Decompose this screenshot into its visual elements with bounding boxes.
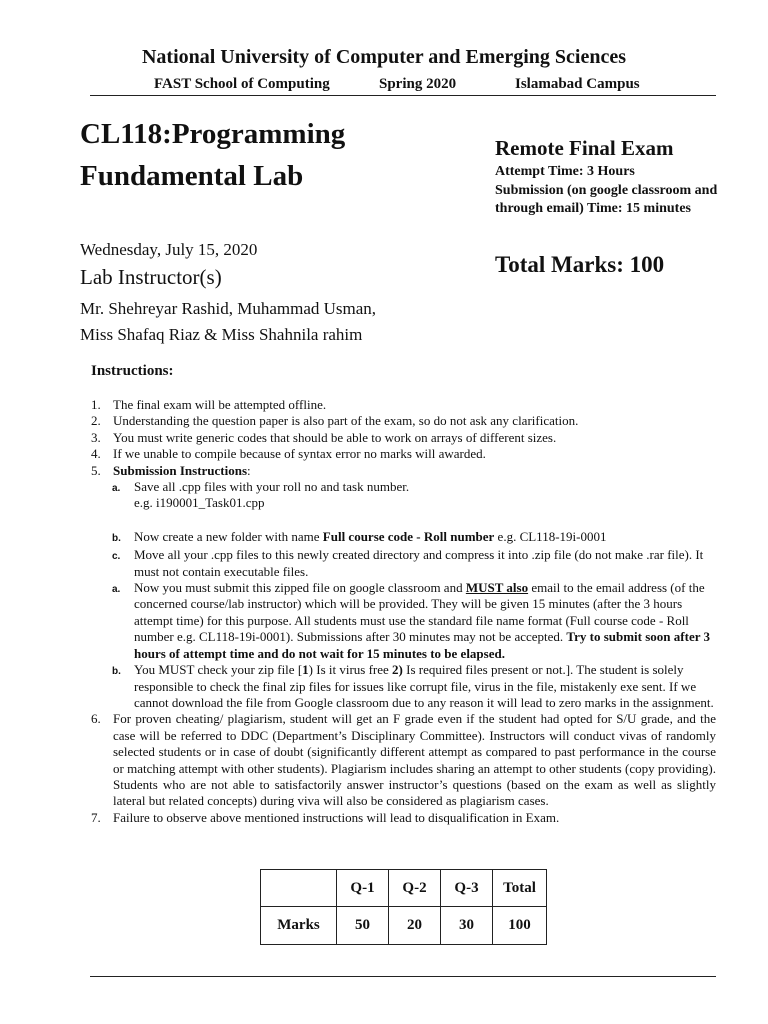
table-header-cell: Q-2 [389, 870, 441, 907]
list-item: 4. If we unable to compile because of syntax error no marks will awarded. [91, 446, 486, 462]
table-header-cell [261, 870, 337, 907]
attempt-time: Attempt Time: 3 Hours [495, 164, 635, 179]
total-marks: Total Marks: 100 [495, 252, 665, 277]
university-name: National University of Computer and Emerging Sciences [141, 46, 627, 68]
course-title-line2: Fundamental Lab [80, 160, 304, 192]
list-item: 1. The final exam will be attempted offline. [91, 397, 327, 412]
sub-list-item: a. Now you must submit this zipped file on google classroom and MUST also email to the email address (of the concerned course/lab instructor) which will be provided. They will be given 15 minutes (after the 3 hours attempt time) for this purpose. All students must use the standard file name format (Full course code - Roll number e.g. CL118-19i-0001). Submissions after 30 minutes may not be accepted. Try to submit soon after 3 hours of attempt time and do not wait for 15 minutes to be elapsed. [112, 580, 711, 661]
campus: Islamabad Campus [515, 76, 640, 92]
instructor-names-line1: Mr. Shehreyar Rashid, Muhammad Usman, [80, 299, 377, 318]
marks-table [260, 869, 547, 945]
table-header-cell: Q-3 [441, 870, 493, 907]
course-title-line1: CL118:Programming [80, 118, 346, 150]
table-cell: 30 [441, 907, 493, 945]
table-row [261, 870, 547, 907]
submission-time: Submission (on google classroom and through email) Time: 15 minutes [495, 182, 718, 216]
table-row-label: Marks [261, 907, 337, 945]
semester: Spring 2020 [379, 76, 457, 92]
list-item: 7. Failure to observe above mentioned instructions will lead to disqualification in Exam. [91, 809, 560, 825]
exam-info [495, 163, 725, 219]
sub-list-item: a. Save all .cpp files with your roll no and task number. e.g. i190001_Task01.cpp [112, 479, 410, 511]
instructors-label: Lab Instructor(s) [80, 265, 222, 289]
table-cell: 100 [493, 907, 547, 945]
table-cell: 50 [337, 907, 389, 945]
list-item: 5. Submission Instructions: [91, 462, 251, 478]
exam-date: Wednesday, July 15, 2020 [80, 240, 258, 259]
table-header-cell: Q-1 [337, 870, 389, 907]
instructions-list [91, 397, 716, 826]
list-item: 6. For proven cheating/ plagiarism, student will get an F grade even if the student had opted for S/U grade, and the case will be referred to DDC (Department’s Disciplinary Committee). Instructors will conduct vivas of randomly selected students or in case of doubt (significantly different attempt as compared to past performance in the course or matching attempt with other students). Plagiarism includes sharing an attempt to other students (copy providing). Students who are not able to satisfactorily answer instructor’s questions (based on the exam as well as slightly lateral but related concepts) during viva will also be considered as plagiarism cases. [91, 711, 716, 809]
footer-divider [90, 976, 716, 977]
list-item: 3. You must write generic codes that should be able to work on arrays of different sizes. [91, 429, 557, 445]
sub-list-item: b. You MUST check your zip file [1) Is it virus free 2) Is required files present or not.]. The student is solely responsible to check the final zip files for issues like corrupt file, virus in the file, mistakenly exe sent. If we cannot download the file from Google classroom due to any reason it will lead to zero marks in the assignment. [112, 662, 714, 710]
sub-list-item: b. Now create a new folder with name Full course code - Roll number e.g. CL118-19i-0001 [112, 528, 607, 544]
sub-list-item: c. Move all your .cpp files to this newly created directory and compress it into .zip file (do not make .rar file). It must not contain executable files. [112, 547, 704, 579]
header-divider [90, 95, 716, 96]
course-title [80, 113, 345, 197]
instructions-title: Instructions: [91, 363, 174, 379]
list-item: 2. Understanding the question paper is also part of the exam, so do not ask any clarification. [91, 413, 579, 429]
table-header-cell: Total [493, 870, 547, 907]
instructor-names [80, 296, 376, 348]
table-row [261, 907, 547, 945]
submission-instructions-label: Submission Instructions [113, 462, 248, 478]
instructor-names-line2: Miss Shafaq Riaz & Miss Shahnila rahim [80, 325, 363, 344]
table-cell: 20 [389, 907, 441, 945]
school-name: FAST School of Computing [154, 76, 330, 92]
exam-title: Remote Final Exam [495, 136, 674, 160]
